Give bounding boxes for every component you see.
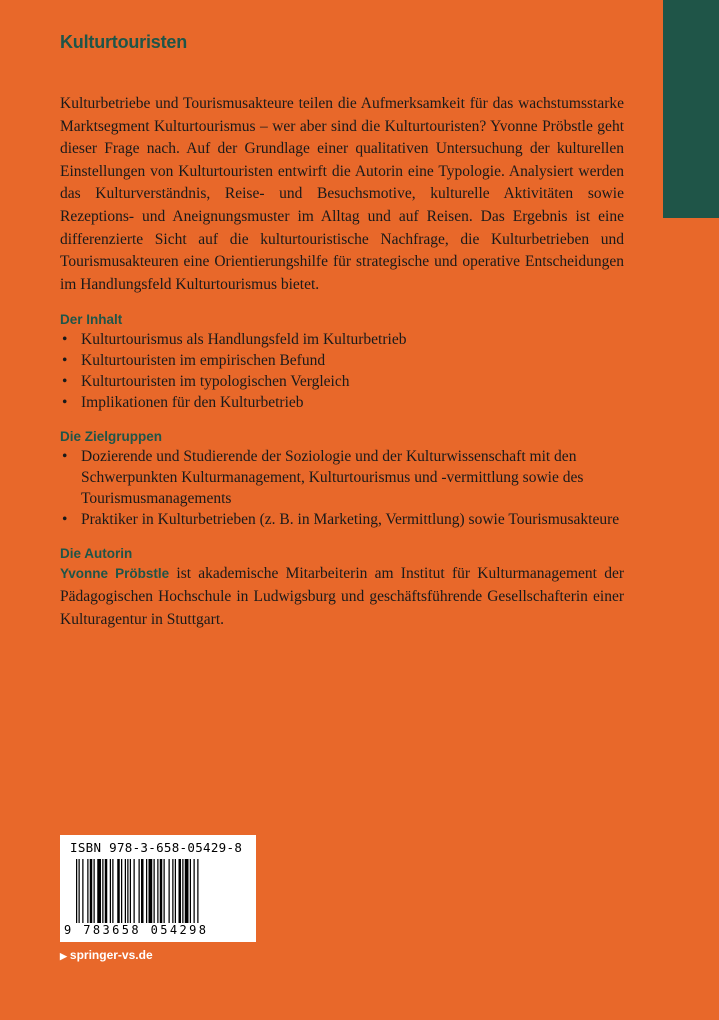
zielgruppen-list bbox=[60, 446, 624, 530]
list-item: • Praktiker in Kulturbetrieben (z. B. in Marketing, Vermittlung) sowie Tourismusakteure bbox=[60, 509, 624, 530]
decorative-green-bar bbox=[663, 0, 719, 218]
section-heading-autorin: Die Autorin bbox=[60, 546, 133, 562]
isbn-label: ISBN 978-3-658-05429-8 bbox=[70, 840, 243, 855]
section-heading-inhalt: Der Inhalt bbox=[60, 312, 123, 328]
back-cover-text bbox=[60, 93, 624, 631]
list-item: • Kulturtouristen im empirischen Befund bbox=[60, 350, 624, 371]
barcode-digits: 9 783658 054298 bbox=[64, 923, 209, 937]
barcode-icon bbox=[76, 859, 244, 923]
intro-paragraph: Kulturbetriebe und Tourismusakteure teilen die Aufmerksamkeit für das wachstumsstarke Marktsegment Kulturtourismus – wer aber sind die Kulturtouristen? Yvonne Pröbstle geht dieser Frage nach. Auf der Grundlage einer qualitativen Untersuchung der kulturellen Einstellungen von Kulturtouristen entwirft die Autorin eine Typologie. Analysiert werden das Kulturverständnis, Reise- und Besuchsmotive, kulturelle Aktivitäten sowie Rezeptions- und Aneignungsmuster im Alltag und auf Reisen. Das Ergebnis ist eine differenzierte Sicht auf die kulturtouristische Nachfrage, die Kulturbetrieben und Tourismusakteuren eine Orientierungshilfe für strategische und operative Entscheidungen im Handlungsfeld Kulturtourismus bietet. bbox=[60, 95, 624, 293]
author-bio bbox=[60, 563, 624, 631]
page-title: Kulturtouristen bbox=[60, 32, 187, 52]
list-item: • Kulturtouristen im typologischen Vergleich bbox=[60, 371, 624, 392]
publisher-link-text: springer-vs.de bbox=[69, 948, 153, 962]
publisher-link[interactable] bbox=[60, 948, 153, 962]
section-heading-zielgruppen: Die Zielgruppen bbox=[60, 429, 163, 445]
list-item: • Dozierende und Studierende der Soziologie und der Kulturwissenschaft mit den Schwerpunkten Kulturmanagement, Kulturtourismus und -vermittlung sowie des Tourismusmanagements bbox=[60, 446, 624, 509]
author-name: Yvonne Pröbstle bbox=[60, 566, 170, 582]
author-bio-text: ist akademische Mitarbeiterin am Institut für Kulturmanagement der Pädagogischen Hochschule in Ludwigsburg und geschäftsführende Gesellschafterin einer Kulturagentur in Stuttgart. bbox=[60, 565, 624, 628]
inhalt-list bbox=[60, 329, 624, 413]
list-item: • Implikationen für den Kulturbetrieb bbox=[60, 392, 624, 413]
triangle-right-icon: ▶ bbox=[60, 951, 67, 961]
isbn-barcode bbox=[60, 835, 256, 942]
list-item: • Kulturtourismus als Handlungsfeld im Kulturbetrieb bbox=[60, 329, 624, 350]
